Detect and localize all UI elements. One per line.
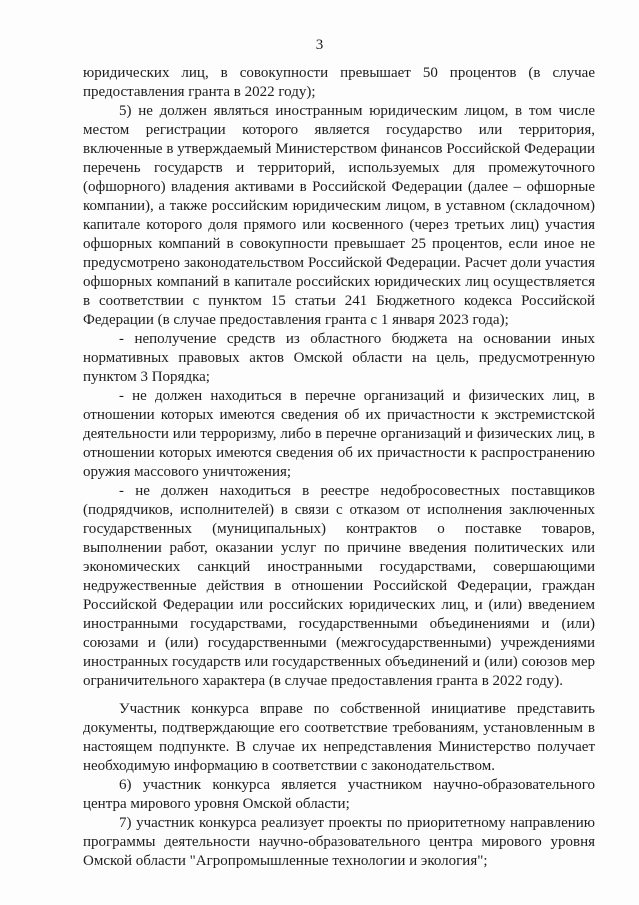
paragraph-item-7-priority-projects: 7) участник конкурса реализует проекты по приоритетному направлению программы деятельности научно-образовательного центра мирового уровня Омской области "Агропромышленные технологии и экология"; <box>83 815 595 869</box>
paragraph-item-5-offshore: 5) не должен являться иностранным юридическим лицом, в том числе местом регистрации которого является государство или территория, включенные в утверждаемый Министерством финансов Российской Федерации перечень государств и территорий, используемых для промежуточного (офшорного) владения активами в Российской Федерации (далее – офшорные компании), а также российским юридическим лицом, в уставном (складочном) капитале которого доля прямого или косвенного (через третьих лиц) участия офшорных компаний в совокупности превышает 25 процентов, если иное не предусмотрено законодательством Российской Федерации. Расчет доли участия офшорных компаний в капитале российских юридических лиц осуществляется в соответствии с пунктом 15 статьи 241 Бюджетного кодекса Российской Федерации (в случае предоставления гранта с 1 января 2023 года); <box>83 103 595 328</box>
paragraph-extremism-list: - не должен находиться в перечне организаций и физических лиц, в отношении которых имеются сведения об их причастности к экстремистской деятельности или терроризму, либо в перечне организаций и физических лиц, в отношении которых имеются сведения об их причастности к распространению оружия массового уничтожения; <box>83 388 595 480</box>
paragraph-item-6-noc-member: 6) участник конкурса является участником научно-образовательного центра мирового уровня Омской области; <box>83 777 595 812</box>
paragraph-no-other-funding: - неполучение средств из областного бюджета на основании иных нормативных правовых актов Омской области на цель, предусмотренную пунктом 3 Порядка; <box>83 331 595 385</box>
paragraph-participant-documents: Участник конкурса вправе по собственной инициативе представить документы, подтверждающие его соответствие требованиям, установленным в настоящем подпункте. В случае их непредставления Министерство получает необходимую информацию в соответствии с законодательством. <box>83 701 595 774</box>
document-body <box>83 64 595 871</box>
page-number: 3 <box>315 37 324 53</box>
paragraph-continuation: юридических лиц, в совокупности превышает 50 процентов (в случае предоставления гранта в 2022 году); <box>83 65 595 100</box>
paragraph-unfair-suppliers-registry: - не должен находиться в реестре недобросовестных поставщиков (подрядчиков, исполнителей) в связи с отказом от исполнения заключенных государственных (муниципальных) контрактов о поставке товаров, выполнении работ, оказании услуг по причине введения политических или экономических санкций иностранными государствами, совершающими недружественные действия в отношении Российской Федерации, граждан Российской Федерации или российских юридических лиц, и (или) введением иностранными государствами, государственными объединениями и (или) союзами и (или) государственными (межгосударственными) учреждениями иностранных государств или государственных объединений и (или) союзов мер ограничительного характера (в случае предоставления гранта в 2022 году). <box>83 483 595 689</box>
